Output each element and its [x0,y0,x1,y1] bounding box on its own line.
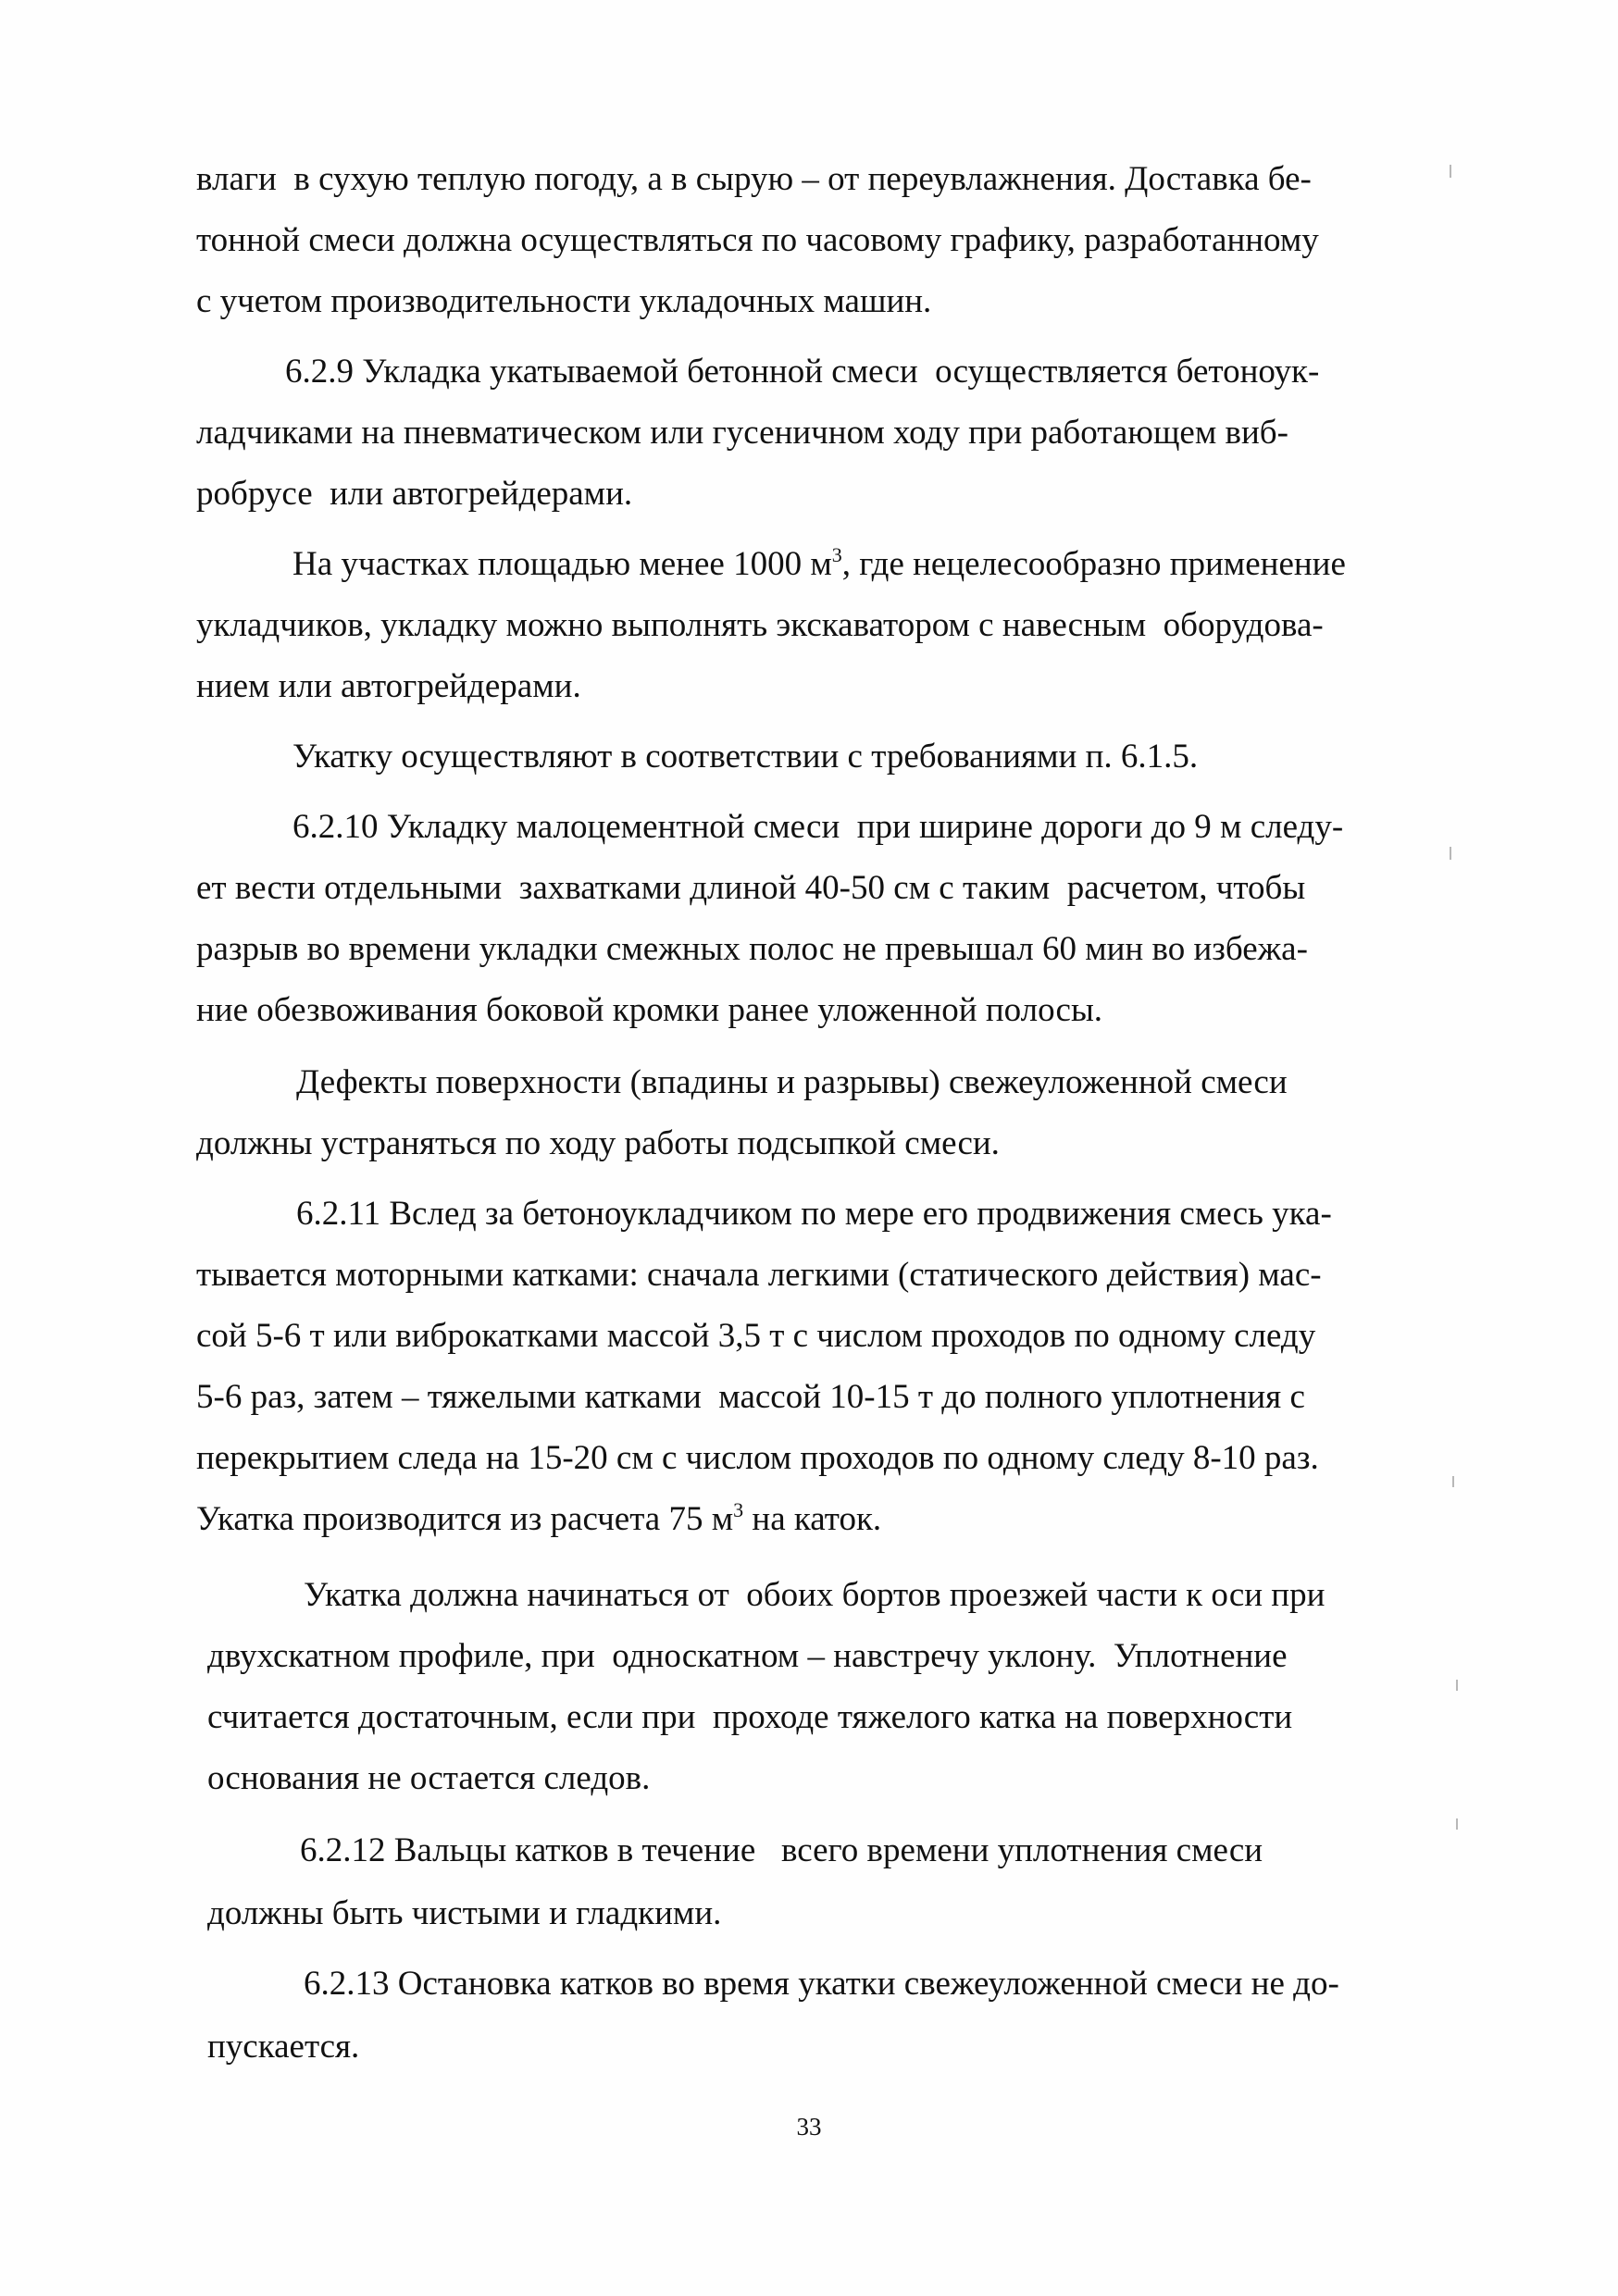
text-line: перекрытием следа на 15-20 см с числом проходов по одному следу 8-10 раз. [196,1439,1319,1477]
scan-artifact [1452,1476,1454,1487]
text-line: 6.2.12 Вальцы катков в течение всего времени уплотнения смеси [300,1831,1263,1869]
scan-artifact [1456,1680,1458,1691]
page-number: 33 [796,2113,822,2141]
text-line: 6.2.10 Укладку малоцементной смеси при ширине дороги до 9 м следу- [292,808,1344,846]
text-line: 6.2.13 Остановка катков во время укатки свежеуложенной смеси не до- [304,1965,1339,2003]
text-line: тонной смеси должна осуществляться по часовому графику, разработанному [196,221,1319,259]
scan-artifact [1450,165,1451,178]
text-line: разрыв во времени укладки смежных полос не превышал 60 мин во избежа- [196,930,1308,968]
text-line: ет вести отдельными захватками длиной 40-50 см с таким расчетом, чтобы [196,869,1306,907]
text-line: 5-6 раз, затем – тяжелыми катками массой 10-15 т до полного уплотнения с [196,1378,1305,1416]
superscript: 3 [831,543,842,566]
text-line: 6.2.9 Укладка укатываемой бетонной смеси осуществляется бетоноук- [285,353,1320,391]
text-line: двухскатном профиле, при односкатном – навстречу уклону. Уплотнение [207,1637,1288,1675]
scan-artifact [1450,847,1451,860]
text-line: робрусе или автогрейдерами. [196,475,633,513]
scan-artifact [1456,1818,1458,1830]
text-line: ладчиками на пневматическом или гусеничном ходу при работающем виб- [196,414,1288,452]
text-line: должны устраняться по ходу работы подсыпкой смеси. [196,1124,1000,1162]
superscript: 3 [733,1498,744,1521]
text-line: влаги в сухую теплую погоду, а в сырую – от переувлажнения. Доставка бе- [196,160,1312,198]
text-line: На участках площадью менее 1000 $м^3$, где нецелесообразно применение [292,543,1346,583]
text-line: укладчиков, укладку можно выполнять экскаватором с навесным оборудова- [196,606,1324,644]
text-line: Дефекты поверхности (впадины и разрывы) свежеуложенной смеси [296,1063,1288,1101]
text-line: нием или автогрейдерами. [196,667,581,705]
text-line: основания не остается следов. [207,1759,651,1797]
text-line: считается достаточным, если при проходе тяжелого катка на поверхности [207,1698,1293,1736]
text-line: с учетом производительности укладочных машин. [196,282,932,320]
text-line: ние обезвоживания боковой кромки ранее уложенной полосы. [196,991,1103,1029]
text-line: тывается моторными катками: сначала легкими (статического действия) мас- [196,1256,1322,1294]
text-line: Укатку осуществляют в соответствии с требованиями п. 6.1.5. [292,738,1199,776]
text-line: сой 5-6 т или виброкатками массой 3,5 т с числом проходов по одному следу [196,1317,1316,1355]
text-line: Укатка должна начинаться от обоих бортов проезжей части к оси при [304,1576,1326,1614]
text-line: 6.2.11 Вслед за бетоноукладчиком по мере его продвижения смесь ука- [296,1195,1332,1233]
text-line: пускается. [207,2028,360,2066]
text-line: Укатка производится из расчета 75 $м^3$ на каток. [196,1498,882,1538]
text-line: должны быть чистыми и гладкими. [207,1894,722,1932]
